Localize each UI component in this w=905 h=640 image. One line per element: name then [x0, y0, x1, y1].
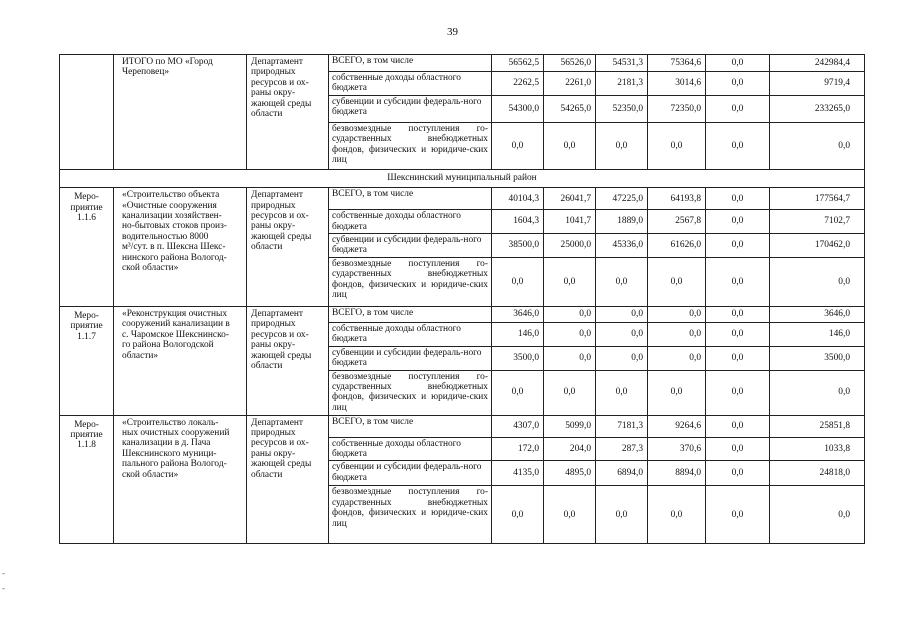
funding-source — [329, 95, 492, 122]
amount-cell — [596, 95, 648, 122]
funding-source-text: субвенции и субсидии федераль-ного бюджета — [332, 347, 482, 369]
amount-cell-text: 0,0 — [689, 353, 701, 364]
amount-cell-text: 0,0 — [511, 387, 524, 398]
amount-cell-text: 54265,0 — [560, 103, 591, 114]
amount-cell-text: 4307,0 — [513, 420, 539, 431]
amount-cell — [492, 122, 544, 169]
amount-cell — [648, 234, 706, 258]
amount-cell — [648, 323, 706, 347]
funding-source-text: ВСЕГО, в том числе — [332, 416, 414, 427]
amount-cell — [596, 234, 648, 258]
amount-cell-text: 3500,0 — [824, 353, 850, 364]
amount-cell — [706, 258, 770, 307]
financing-table — [59, 54, 865, 544]
funding-source-text: субвенции и субсидии федераль-ного бюджета — [332, 235, 482, 256]
amount-cell-text: 287,3 — [621, 443, 643, 454]
amount-cell — [544, 346, 596, 370]
amount-cell-text: 0,0 — [670, 387, 683, 398]
funding-source — [329, 55, 492, 72]
amount-cell-text: 0,0 — [731, 78, 744, 89]
amount-cell — [596, 415, 648, 437]
funding-source — [329, 486, 492, 544]
funding-source-text: собственные доходы областного бюджета — [332, 324, 461, 345]
funding-source — [329, 415, 492, 437]
amount-cell — [544, 55, 596, 72]
amount-cell — [596, 346, 648, 370]
funding-source — [329, 258, 492, 307]
amount-cell-text: 6894,0 — [617, 468, 643, 479]
amount-cell — [544, 95, 596, 122]
amount-cell-text: 25000,0 — [560, 240, 591, 251]
amount-cell-text: 0,0 — [731, 387, 744, 398]
amount-cell-text: 146,0 — [828, 329, 850, 340]
amount-cell — [492, 210, 544, 234]
amount-cell-text: 26041,7 — [560, 193, 591, 204]
measure-1-code-text: Меро- приятие 1.1.7 — [70, 311, 103, 342]
amount-cell-text: 40104,3 — [508, 193, 539, 204]
amount-cell-text: 2567,8 — [675, 216, 701, 227]
amount-cell — [544, 122, 596, 169]
funding-source-text: ВСЕГО, в том числе — [332, 308, 414, 319]
amount-cell — [770, 437, 865, 461]
amount-cell-text: 0,0 — [670, 140, 683, 151]
funding-source-text: безвозмездные поступления го-сударственных внебюджетных фондов, физических и юридиче-ских лиц — [332, 371, 488, 413]
amount-cell-text: 0,0 — [511, 276, 524, 287]
amount-cell-text: 0,0 — [731, 468, 744, 479]
amount-cell — [770, 95, 865, 122]
amount-cell — [648, 188, 706, 210]
amount-cell-text: 0,0 — [615, 140, 628, 151]
amount-cell — [770, 188, 865, 210]
amount-cell — [544, 188, 596, 210]
funding-source — [329, 437, 492, 461]
amount-cell — [648, 486, 706, 544]
amount-cell-text: 1033,8 — [824, 443, 850, 454]
amount-cell — [544, 307, 596, 323]
amount-cell-text: 0,0 — [731, 443, 744, 454]
amount-cell — [648, 346, 706, 370]
amount-cell — [770, 55, 865, 72]
amount-cell — [544, 437, 596, 461]
funding-source — [329, 323, 492, 347]
amount-cell — [648, 370, 706, 415]
amount-cell-text: 0,0 — [631, 329, 643, 340]
amount-cell-text: 0,0 — [563, 140, 576, 151]
amount-cell — [770, 234, 865, 258]
amount-cell-text: 370,6 — [679, 443, 701, 454]
amount-cell-text: 0,0 — [579, 353, 591, 364]
measure-2-code-text: Меро- приятие 1.1.8 — [70, 419, 103, 451]
amount-cell-text: 0,0 — [838, 140, 850, 151]
amount-cell-text: 0,0 — [563, 276, 576, 287]
amount-cell — [648, 415, 706, 437]
edge-mark-lower: - — [2, 583, 5, 593]
page-number: 39 — [447, 26, 458, 38]
amount-cell — [596, 72, 648, 96]
amount-cell — [596, 122, 648, 169]
amount-cell-text: 204,0 — [569, 443, 591, 454]
amount-cell — [706, 234, 770, 258]
funding-source — [329, 370, 492, 415]
funding-source-text: безвозмездные поступления го-сударственных внебюджетных фондов, физических и юридиче-ских лиц — [332, 123, 488, 166]
amount-cell — [706, 188, 770, 210]
measure-1-code — [60, 307, 114, 416]
amount-cell — [770, 72, 865, 96]
amount-cell-text: 0,0 — [838, 387, 850, 398]
amount-cell — [770, 415, 865, 437]
amount-cell — [544, 323, 596, 347]
amount-cell — [770, 323, 865, 347]
amount-cell-text: 0,0 — [579, 309, 591, 320]
funding-source — [329, 346, 492, 370]
amount-cell-text: 38500,0 — [508, 240, 539, 251]
amount-cell-text: 8894,0 — [675, 468, 701, 479]
amount-cell-text: 242984,4 — [814, 57, 850, 68]
amount-cell-text: 0,0 — [731, 193, 744, 204]
amount-cell-text: 4895,0 — [565, 468, 591, 479]
amount-cell — [706, 95, 770, 122]
measure-2-name-text: «Строительство локаль- ных очистных сооружений канализации в д. Пача Шекснинского муници- пального района Вологод- ской области» — [122, 417, 230, 480]
amount-cell — [596, 461, 648, 486]
total-block-name-text: ИТОГО по МО «Город Череповец» — [122, 57, 213, 78]
funding-source-text: собственные доходы областного бюджета — [332, 73, 461, 94]
edge-mark-upper: - — [2, 568, 5, 578]
amount-cell-text: 61626,0 — [670, 240, 701, 251]
amount-cell — [492, 461, 544, 486]
measure-2-executor-text: Департамент природных ресурсов и ох- раны окру- жающей среды области — [251, 417, 312, 480]
amount-cell-text: 0,0 — [731, 57, 744, 68]
amount-cell-text: 24818,0 — [819, 468, 850, 479]
amount-cell — [544, 370, 596, 415]
total-block-code — [60, 55, 114, 170]
measure-1-row — [60, 307, 865, 323]
amount-cell-text: 3500,0 — [513, 353, 539, 364]
amount-cell — [492, 370, 544, 415]
total-block-name — [114, 55, 247, 170]
amount-cell — [596, 188, 648, 210]
amount-cell-text: 0,0 — [631, 353, 643, 364]
amount-cell — [544, 234, 596, 258]
amount-cell-text: 4135,0 — [513, 468, 539, 479]
amount-cell — [648, 72, 706, 96]
amount-cell — [596, 210, 648, 234]
amount-cell-text: 52350,0 — [612, 103, 643, 114]
measure-1-executor — [247, 307, 329, 416]
amount-cell — [770, 370, 865, 415]
section-row — [60, 169, 865, 187]
amount-cell — [492, 258, 544, 307]
measure-1-executor-text: Департамент природных ресурсов и ох- раны окру- жающей среды области — [251, 309, 312, 372]
amount-cell-text: 72350,0 — [670, 103, 701, 114]
amount-cell — [596, 323, 648, 347]
amount-cell — [770, 307, 865, 323]
amount-cell-text: 56526,0 — [560, 57, 591, 68]
amount-cell — [648, 461, 706, 486]
amount-cell — [492, 346, 544, 370]
amount-cell — [596, 55, 648, 72]
amount-cell — [648, 210, 706, 234]
measure-0-name — [114, 188, 247, 307]
measure-0-code-text: Меро- приятие 1.1.6 — [70, 192, 103, 224]
amount-cell — [648, 95, 706, 122]
measure-2-row — [60, 415, 865, 437]
funding-source-text: безвозмездные поступления го-сударственных внебюджетных фондов, физических и юридиче-ских лиц — [332, 487, 488, 529]
amount-cell — [544, 210, 596, 234]
amount-cell — [492, 72, 544, 96]
section-title — [60, 169, 865, 187]
amount-cell — [648, 122, 706, 169]
amount-cell — [770, 210, 865, 234]
amount-cell-text: 0,0 — [731, 140, 744, 151]
amount-cell-text: 0,0 — [731, 240, 744, 251]
amount-cell-text: 9264,6 — [675, 420, 701, 431]
amount-cell-text: 233265,0 — [814, 103, 850, 114]
amount-cell-text: 0,0 — [689, 309, 701, 320]
amount-cell — [706, 486, 770, 544]
amount-cell — [706, 72, 770, 96]
amount-cell-text: 0,0 — [631, 309, 643, 320]
amount-cell — [706, 370, 770, 415]
amount-cell — [596, 307, 648, 323]
amount-cell — [596, 437, 648, 461]
funding-source — [329, 122, 492, 169]
amount-cell-text: 0,0 — [563, 387, 576, 398]
amount-cell — [492, 437, 544, 461]
measure-2-name — [114, 415, 247, 544]
measure-0-row — [60, 188, 865, 210]
amount-cell — [492, 415, 544, 437]
funding-source-text: безвозмездные поступления го-сударственных внебюджетных фондов, физических и юридиче-ских лиц — [332, 259, 488, 301]
amount-cell — [706, 307, 770, 323]
amount-cell-text: 0,0 — [731, 309, 744, 320]
amount-cell — [706, 323, 770, 347]
funding-source-text: субвенции и субсидии федераль-ного бюджета — [332, 462, 482, 483]
amount-cell-text: 0,0 — [838, 509, 850, 520]
amount-cell-text: 75364,6 — [670, 57, 701, 68]
amount-cell-text: 0,0 — [615, 276, 628, 287]
amount-cell — [770, 122, 865, 169]
amount-cell-text: 47225,0 — [612, 193, 643, 204]
amount-cell-text: 2181,3 — [617, 78, 643, 89]
amount-cell-text: 0,0 — [731, 420, 744, 431]
measure-0-code — [60, 188, 114, 307]
amount-cell-text: 3646,0 — [513, 309, 539, 320]
funding-source-text: собственные доходы областного бюджета — [332, 438, 461, 460]
amount-cell — [770, 461, 865, 486]
amount-cell-text: 25851,8 — [819, 420, 850, 431]
amount-cell-text: 64193,8 — [670, 193, 701, 204]
amount-cell — [648, 55, 706, 72]
amount-cell-text: 7181,3 — [617, 420, 643, 431]
amount-cell — [492, 307, 544, 323]
amount-cell-text: 3014,6 — [675, 78, 701, 89]
amount-cell — [544, 486, 596, 544]
section-title-text: Шекснинский муниципальный район — [387, 172, 537, 183]
amount-cell-text: 177564,7 — [814, 193, 850, 204]
amount-cell-text: 5099,0 — [565, 420, 591, 431]
amount-cell-text: 9719,4 — [824, 78, 850, 89]
amount-cell-text: 3646,0 — [824, 309, 850, 320]
amount-cell-text: 7102,7 — [824, 216, 850, 227]
amount-cell-text: 1041,7 — [565, 216, 591, 227]
amount-cell-text: 0,0 — [670, 509, 683, 520]
funding-source — [329, 72, 492, 96]
amount-cell — [492, 323, 544, 347]
amount-cell — [706, 415, 770, 437]
amount-cell — [706, 346, 770, 370]
amount-cell-text: 54531,3 — [612, 57, 643, 68]
funding-source-text: ВСЕГО, в том числе — [332, 189, 414, 200]
amount-cell-text: 54300,0 — [508, 103, 539, 114]
amount-cell — [544, 415, 596, 437]
funding-source-text: ВСЕГО, в том числе — [332, 56, 414, 66]
measure-0-name-text: «Строительство объекта «Очистные сооружения канализации хозяйствен- но-бытовых стоков произ- водительностью 8000 м³/сут. в п. Шексна Шекс- нинского района Вологод- ской области» — [122, 190, 227, 274]
amount-cell — [544, 258, 596, 307]
funding-source-text: субвенции и субсидии федераль-ного бюджета — [332, 96, 482, 118]
amount-cell — [492, 234, 544, 258]
amount-cell — [706, 461, 770, 486]
amount-cell-text: 0,0 — [731, 103, 744, 114]
amount-cell-text: 172,0 — [517, 443, 539, 454]
amount-cell-text: 0,0 — [731, 216, 744, 227]
amount-cell-text: 45336,0 — [612, 240, 643, 251]
funding-source-text: собственные доходы областного бюджета — [332, 211, 461, 232]
amount-cell — [706, 437, 770, 461]
amount-cell — [770, 258, 865, 307]
amount-cell-text: 0,0 — [579, 329, 591, 340]
amount-cell-text: 0,0 — [511, 509, 524, 520]
funding-source — [329, 210, 492, 234]
measure-2-code — [60, 415, 114, 544]
amount-cell — [648, 258, 706, 307]
amount-cell-text: 170462,0 — [814, 240, 850, 251]
amount-cell-text: 0,0 — [563, 509, 576, 520]
amount-cell-text: 0,0 — [689, 329, 701, 340]
amount-cell-text: 0,0 — [731, 276, 744, 287]
amount-cell — [596, 370, 648, 415]
amount-cell-text: 146,0 — [517, 329, 539, 340]
amount-cell — [544, 72, 596, 96]
amount-cell — [706, 122, 770, 169]
funding-source — [329, 234, 492, 258]
amount-cell — [492, 486, 544, 544]
amount-cell — [596, 486, 648, 544]
amount-cell — [648, 307, 706, 323]
amount-cell-text: 1889,0 — [617, 216, 643, 227]
total-block-row — [60, 55, 865, 72]
amount-cell-text: 0,0 — [511, 140, 524, 151]
amount-cell-text: 2262,5 — [513, 78, 539, 89]
amount-cell-text: 0,0 — [731, 329, 744, 340]
amount-cell-text: 0,0 — [731, 509, 744, 520]
amount-cell-text: 56562,5 — [508, 57, 539, 68]
total-block-executor — [247, 55, 329, 170]
amount-cell — [770, 486, 865, 544]
amount-cell — [596, 258, 648, 307]
funding-source — [329, 307, 492, 323]
amount-cell — [492, 55, 544, 72]
amount-cell — [706, 55, 770, 72]
amount-cell — [544, 461, 596, 486]
measure-0-executor — [247, 188, 329, 307]
measure-2-executor — [247, 415, 329, 544]
amount-cell-text: 0,0 — [731, 353, 744, 364]
funding-source — [329, 188, 492, 210]
amount-cell-text: 1604,3 — [513, 216, 539, 227]
measure-0-executor-text: Департамент природных ресурсов и ох- раны окру- жающей среды области — [251, 190, 312, 253]
amount-cell — [770, 346, 865, 370]
funding-source — [329, 461, 492, 486]
amount-cell — [706, 210, 770, 234]
total-block-executor-text: Департамент природных ресурсов и ох- раны окру- жающей среды области — [251, 57, 312, 120]
amount-cell — [648, 437, 706, 461]
amount-cell — [492, 95, 544, 122]
amount-cell-text: 0,0 — [615, 509, 628, 520]
amount-cell-text: 2261,0 — [565, 78, 591, 89]
amount-cell-text: 0,0 — [670, 276, 683, 287]
measure-1-name-text: «Реконструкция очистных сооружений канализации в с. Чаромское Шекснинско- го района Вологодской области» — [122, 309, 230, 361]
amount-cell — [492, 188, 544, 210]
amount-cell-text: 0,0 — [615, 387, 628, 398]
measure-1-name — [114, 307, 247, 416]
amount-cell-text: 0,0 — [838, 276, 850, 287]
